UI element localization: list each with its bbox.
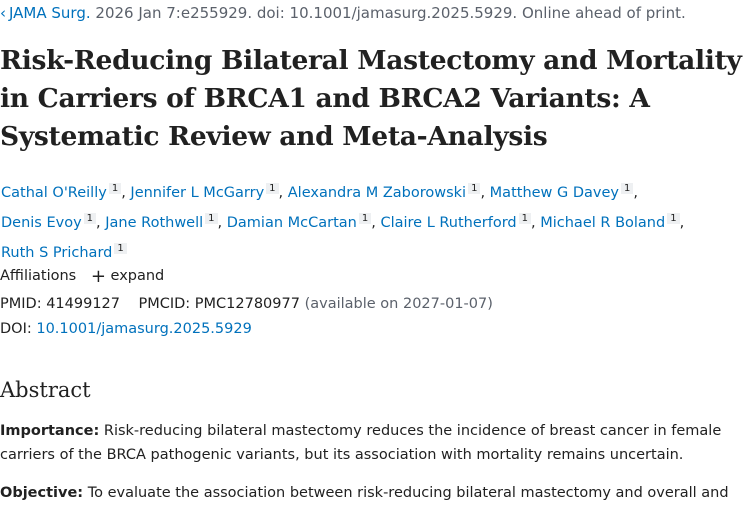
doi-link[interactable]: 10.1001/jamasurg.2025.5929 [36, 321, 252, 337]
citation-details: 2026 Jan 7:e255929. doi: 10.1001/jamasurg.2025.5929. Online ahead of print. [95, 4, 686, 22]
author-link[interactable]: Alexandra M Zaborowski [287, 185, 467, 201]
affiliation-ref[interactable]: 1 [519, 213, 531, 224]
pmcid-availability: (available on 2027-01-07) [304, 296, 493, 312]
journal-citation [0, 3, 686, 23]
pmcid-label: PMCID: [138, 296, 191, 312]
author-link[interactable]: Damian McCartan [226, 215, 357, 231]
author-item [130, 185, 278, 201]
author-item [1, 215, 96, 231]
author-link[interactable]: Ruth S Prichard [1, 245, 113, 261]
abstract-section-objective [0, 481, 740, 505]
affiliation-ref[interactable]: 1 [667, 213, 679, 224]
section-text: To evaluate the association between risk-reducing bilateral mastectomy and overall and [87, 485, 729, 501]
affiliation-ref[interactable]: 1 [266, 183, 278, 194]
author-link[interactable]: Michael R Boland [540, 215, 666, 231]
section-label: Objective: [0, 485, 84, 501]
author-list: Cathal O'Reilly $^1$ , Jennifer L McGarry $^1$ , Alexandra M Zaborowski $^1$ , Matthew G Davey $^1$ , Denis Evoy $^1$ , Jane Rothwell $^1$ , Damian McCartan $^1$ , Claire L Rutherford $^1$ , Michael R Boland $^1$ , Ruth S Prichard $^1$ [1, 183, 685, 261]
doi-line [0, 319, 252, 339]
doi-label: DOI: [0, 321, 32, 337]
abstract-heading: Abstract [0, 378, 91, 402]
article-title: Risk-Reducing Bilateral Mastectomy and Mortality in Carriers of BRCA1 and BRCA2 Variants: A Systematic Review and Meta-Analysis [0, 45, 742, 152]
plus-icon: + [90, 266, 106, 287]
chevron-left-icon: ‹ [0, 4, 6, 22]
author-item [1, 185, 121, 201]
pmid-label: PMID: [0, 296, 42, 312]
affiliation-ref[interactable]: 1 [205, 213, 217, 224]
author-link[interactable]: Denis Evoy [1, 215, 82, 231]
author-item [288, 185, 481, 201]
expand-label: expand [110, 268, 165, 284]
affiliation-ref[interactable]: 1 [114, 243, 126, 254]
pmcid-value: PMC12780977 [194, 296, 300, 312]
author-item [1, 245, 127, 261]
affiliation-ref[interactable]: 1 [621, 183, 633, 194]
author-item [227, 215, 371, 231]
affiliation-ref[interactable]: 1 [359, 213, 371, 224]
affiliations-label: Affiliations [0, 268, 77, 284]
affiliation-ref[interactable]: 1 [468, 183, 480, 194]
abstract-section-importance [0, 419, 740, 467]
author-item [490, 185, 634, 201]
affiliation-ref[interactable]: 1 [84, 213, 96, 224]
affiliations-toggle[interactable] [0, 266, 164, 287]
author-item [540, 215, 679, 231]
author-link[interactable]: Claire L Rutherford [380, 215, 517, 231]
section-text: Risk-reducing bilateral mastectomy reduces the incidence of breast cancer in female carriers of the BRCA pathogenic variants, but its association with mortality remains uncertain. [0, 423, 722, 463]
author-item [380, 215, 531, 231]
author-item [105, 215, 217, 231]
author-link[interactable]: Matthew G Davey [489, 185, 619, 201]
pmid-value: 41499127 [46, 296, 121, 312]
author-link[interactable]: Jennifer L McGarry [130, 185, 265, 201]
identifiers [0, 294, 493, 314]
author-link[interactable]: Cathal O'Reilly [1, 185, 107, 201]
section-label: Importance: [0, 423, 100, 439]
affiliation-ref[interactable]: 1 [109, 183, 121, 194]
author-link[interactable]: Jane Rothwell [105, 215, 204, 231]
journal-link[interactable]: JAMA Surg. [9, 4, 91, 22]
